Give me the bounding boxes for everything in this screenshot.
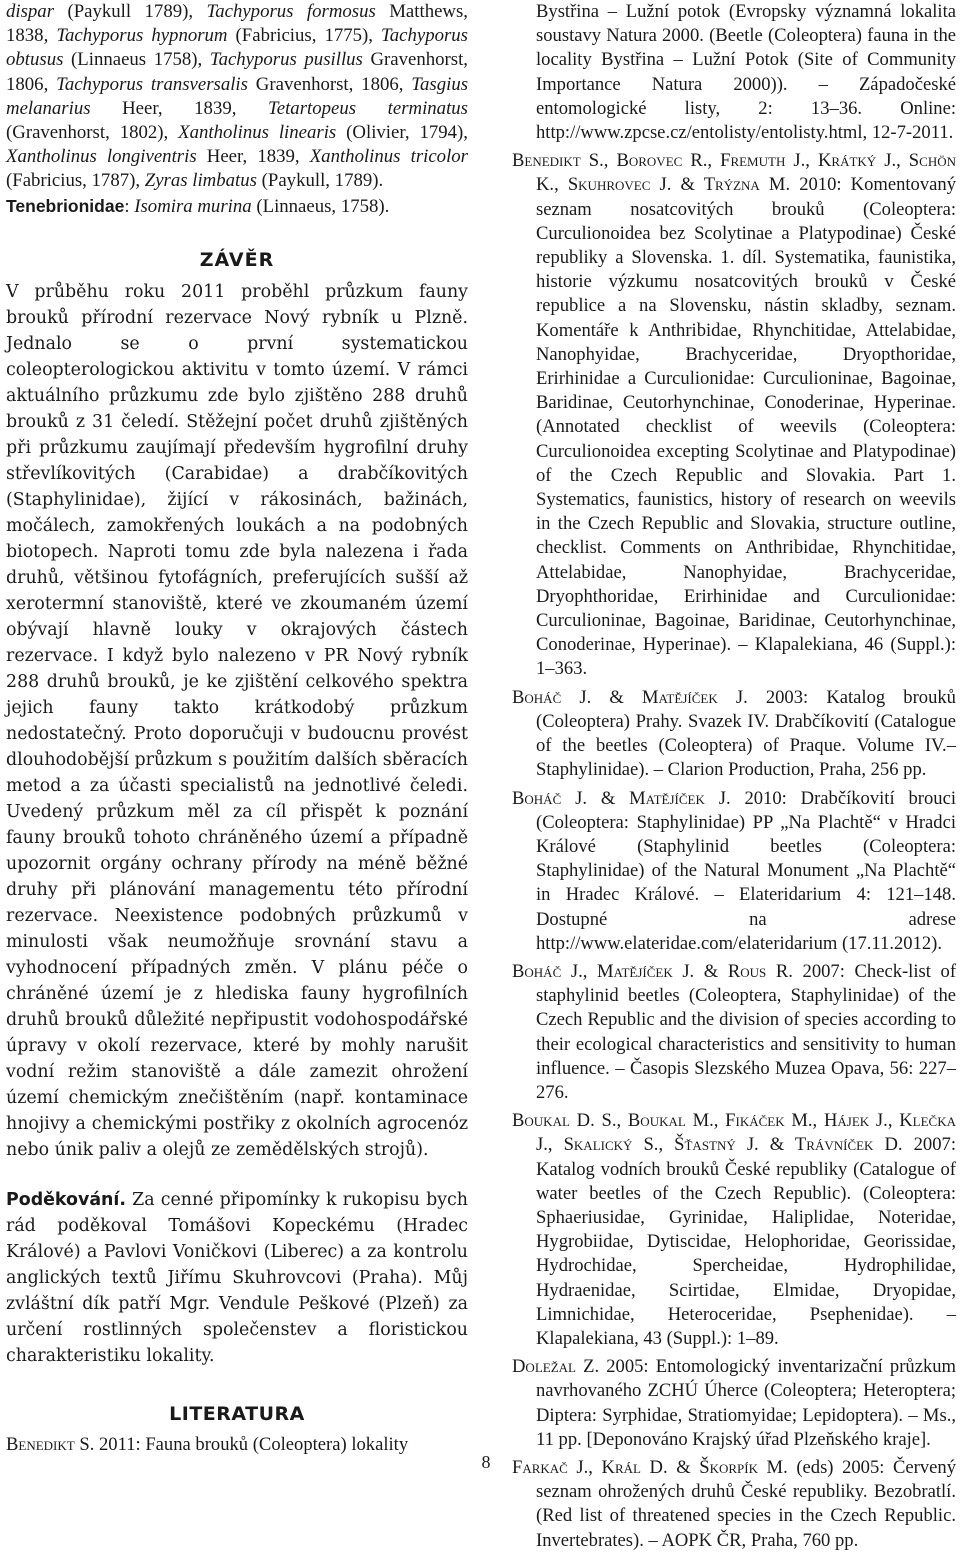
reference-item <box>512 1109 956 1351</box>
reference-item: Benedikt S. 2011: Fauna brouků (Coleoptera) lokality <box>6 1433 409 1455</box>
left-column <box>6 0 468 1457</box>
species-authority: Matthews, 1838, <box>6 1 469 47</box>
species-authority: Gravenhorst, 1806, <box>6 49 468 95</box>
species-authority: (Paykull, 1789). <box>256 170 384 192</box>
reference-list <box>512 149 956 1553</box>
reference-item <box>512 787 956 956</box>
reference-authors: Boháč J. & Matějíček J. <box>512 787 731 809</box>
acknowledgement-text: Za cenné připomínky k rukopisu bych rád poděkoval Tomášovi Kopeckému (Hradec Králové) a Pavlovi Voničkovi (Liberec) a za kontrolu anglických textů Jiřímu Skuhrovcovi (Praha). Můj zvláštní dík patří Mgr. Vendule Peškové (Plzeň) za určení rostlinných společenstev a floristickou charakteristiku lokality. <box>6 1189 468 1366</box>
conclusion-text: V průběhu roku 2011 proběhl průzkum fauny brouků přírodní rezervace Nový rybník u Plzně. Jednalo se o první systematickou coleopterologickou aktivitu v tomto území. V rámci aktuálního průzkumu zde bylo zjištěno 288 druhů brouků z 31 čeledí. Stěžejní počet druhů zjištěných při průzkumu zaujímají především hygrofilní druhy střevlíkovitých (Carabidae) a drabčíkovitých (Staphylinidae), žijící v rákosinách, bažinách, močálech, zamokřených loukách a na podobných biotopech. Naproti tomu zde byla nalezena i řada druhů, většinou fytofágních, preferujících sušší až xerotermní stanoviště, které ve zkoumaném území obývají hlavně louky v okrajových částech rezervace. I když bylo nalezeno v PR Nový rybník 288 druhů brouků, je ke zjištění celkového spektra jejich fauny takto krátkodobý průzkum nedostatečný. Proto doporučuji v budoucnu provést dlouhodobější průzkum s použitím dalších sběracích metod a za účasti specialistů na jednotlivé čeledi. Uvedený průzkum měl za cíl přispět k poznání fauny brouků tohoto chráněného území a případně upozornit orgány ochrany přírody na méně běžné druhy při plánování managementu této přírodní rezervace. Neexistence podobných průzkumů v minulosti však neumožňuje srovnání stavu a vyhodnocení případných změn. V plánu péče o chráněné území je z hlediska fauny hygrofilních druhů brouků důležité nepřipustit vodohospodářské úpravy v okolí rezervace, které by mohly narušit vodní režim stanoviště a dále zamezit ohrožení území chemickým znečištěním (např. kontaminace hnojivy a chemickými postřiky z okolních agrocenóz nebo únik paliv a olejů ze zemědělských strojů). <box>6 281 468 1160</box>
species-authority: (Fabricius, 1775), <box>227 25 382 47</box>
reference-text: 2005: Entomologický inventarizační průzkum navrhovaného ZCHÚ Úherce (Coleoptera; Heteroptera; Diptera: Syrphidae, Stratiomyidae; Lepidoptera). – Ms., 11 pp. [Deponováno Krajský úřad Plzeňského kraje]. <box>536 1356 957 1450</box>
species-name: Tasgius melanarius <box>6 73 469 119</box>
reference-authors: Boukal D. S., Boukal M., Fikáček M., Hájek J., Klečka J., Skalický S., Šťastný J. & Trávníček D. <box>512 1110 956 1156</box>
species-authority: Heer, 1839, <box>90 97 269 119</box>
reference-authors: Boháč J. & Matějíček J. <box>512 686 748 708</box>
reference-text: 2007: Check-list of staphylinid beetles (Coleoptera, Staphylinidae) of the Czech Republic and the division of species according to their ecological characteristics and sensitivity to human influence. – Časopis Slezského Muzea Opava, 56: 227–276. <box>536 960 957 1103</box>
acknowledgement-label: Poděkování. <box>6 1189 127 1210</box>
acknowledgement-paragraph <box>6 1187 468 1369</box>
species-name: Isomira murina <box>134 195 252 217</box>
species-list <box>6 0 468 219</box>
reference-text: (eds) 2005: Červený seznam ohrožených druhů České republiky. Bezobratlí. (Red list of threatened species in the Czech Republic. Invertebrates). – AOPK ČR, Praha, 760 pp. <box>536 1456 956 1551</box>
conclusion-heading: ZÁVĚR <box>199 248 275 271</box>
reference-authors: Benedikt S., Borovec R., Fremuth J., Krátký J., Schön K., Skuhrovec J. & Trýzna M. <box>512 150 956 196</box>
species-name: Xantholinus longiventris <box>6 146 197 168</box>
reference-item <box>512 149 956 681</box>
reference-text: 2003: Katalog brouků (Coleoptera) Prahy. Svazek IV. Drabčíkovití (Catalogue of the beetles (Coleoptera) of Praque. Volume IV.– Staphylinidae). – Clarion Production, Praha, 256 pp. <box>536 686 956 781</box>
reference-text: 2007: Katalog vodních brouků České republiky (Catalogue of water beetles of the Czech Republic). (Coleoptera: Sphaeriusidae, Gyrinidae, Haliplidae, Noteridae, Hygrobiidae, Dytiscidae, Helophoridae, Georissidae, Hydrochidae, Spercheidae, Hydrophilidae, Hydraenidae, Scirtidae, Elmidae, Dryopidae, Limnichidae, Heteroceridae, Psephenidae). – Klapalekiana, 43 (Suppl.): 1–89. <box>536 1134 956 1349</box>
reference-authors: Doležal Z. <box>512 1356 600 1378</box>
species-authority: (Fabricius, 1787), <box>6 170 145 192</box>
right-column <box>512 0 956 1557</box>
species-authority: (Linnaeus 1758), <box>63 49 210 71</box>
reference-authors: Benedikt S. <box>6 1433 95 1455</box>
species-authority: (Paykull 1789), <box>54 1 207 22</box>
species-authority: Heer, 1839, <box>196 146 310 168</box>
species-authority: (Olivier, 1794), <box>336 122 468 144</box>
species-name: Tachyporus transversalis <box>56 73 248 95</box>
family-label: Tenebrionidae <box>6 195 125 216</box>
species-name: Xantholinus linearis <box>178 122 337 144</box>
species-name: Tachyporus pusillus <box>209 49 363 71</box>
tenebrionidae-line: Tenebrionidae: Isomira murina (Linnaeus, 1758). <box>6 195 390 217</box>
reference-item <box>512 1456 956 1553</box>
species-name: Xantholinus tricolor <box>309 146 468 168</box>
species-name: Tachyporus obtusus <box>6 25 468 71</box>
species-name: Tachyporus formosus <box>206 1 376 22</box>
reference-text: 2010: Komentovaný seznam nosatcovitých brouků (Coleoptera: Curculionoidea bez Scolytinae a Platypodinae) České republiky a Slovenska. 1. díl. Systematika, faunistika, historie výzkumu nosatcovitých brouků v České republice a na Slovensku, nástin skladby, seznam. Komentáře k Anthribidae, Rhynchitidae, Attelabidae, Nanophyidae, Brachyceridae, Dryopthoridae, Erirhinidae a Curculionidae: Curculioninae, Bagoinae, Baridinae, Ceutorhynchinae, Conoderinae, Hyperinae. (Annotated checklist of weevils (Coleoptera: Curculionoidea excepting Scolytinae and Platypodinae) of the Czech Republic and Slovakia. Part 1. Systematics, faunistics, history of research on weevils in the Czech Republic and Slovakia, structure outline, checklist. Comments on Anthribidae, Rhynchitidae, Attelabidae, Nanophyidae, Brachyceridae, Dryophthoridae, Erirhinidae and Curculionidae: Curculioninae, Bagoinae, Baridinae, Ceutorhynchinae, Conoderinae, Hyperinae). – Klapalekiana, 46 (Suppl.): 1–363. <box>536 174 957 680</box>
species-list-paragraph <box>6 0 468 194</box>
reference-item <box>512 1355 956 1452</box>
species-name: Tetartopeus terminatus <box>268 97 468 119</box>
reference-text: 2010: Drabčíkovití brouci (Coleoptera: Staphylinidae) PP „Na Plachtě“ v Hradci Králové (Staphylinid beetles (Coleoptera: Staphylinidae) of the Natural Monument „Na Plachtě“ in Hradec Králové. – Elateridarium 4: 121–148. Dostupné na adrese http://www.elateridae.com/elateridarium (17.11.2012). <box>536 787 956 954</box>
species-name: Zyras limbatus <box>144 170 257 192</box>
species-authority: Gravenhorst, 1806, <box>247 73 412 95</box>
literature-heading: LITERATURA <box>169 1402 305 1425</box>
reference-authors: Farkač J., Král D. & Škorpík M. <box>512 1456 788 1478</box>
reference-continuation: Bystřina – Lužní potok (Evropsky významná lokalita soustavy Natura 2000. (Beetle (Coleoptera) fauna in the locality Bystřina – Lužní Potok (Site of Community Importance Natura 2000)). – Západočeské entomologické listy, 2: 13–36. Online: http://www.zpcse.cz/entolisty/entolisty.html, 12-7-2011. <box>536 1 956 144</box>
species-name: Tachyporus hypnorum <box>56 25 228 47</box>
reference-item <box>512 960 956 1105</box>
species-name: dispar <box>6 1 55 22</box>
reference-item <box>512 686 956 783</box>
reference-authors: Boháč J., Matějíček J. & Rous R. <box>512 960 793 982</box>
page-number: 8 <box>481 1452 491 1472</box>
species-authority: (Gravenhorst, 1802), <box>6 122 179 144</box>
